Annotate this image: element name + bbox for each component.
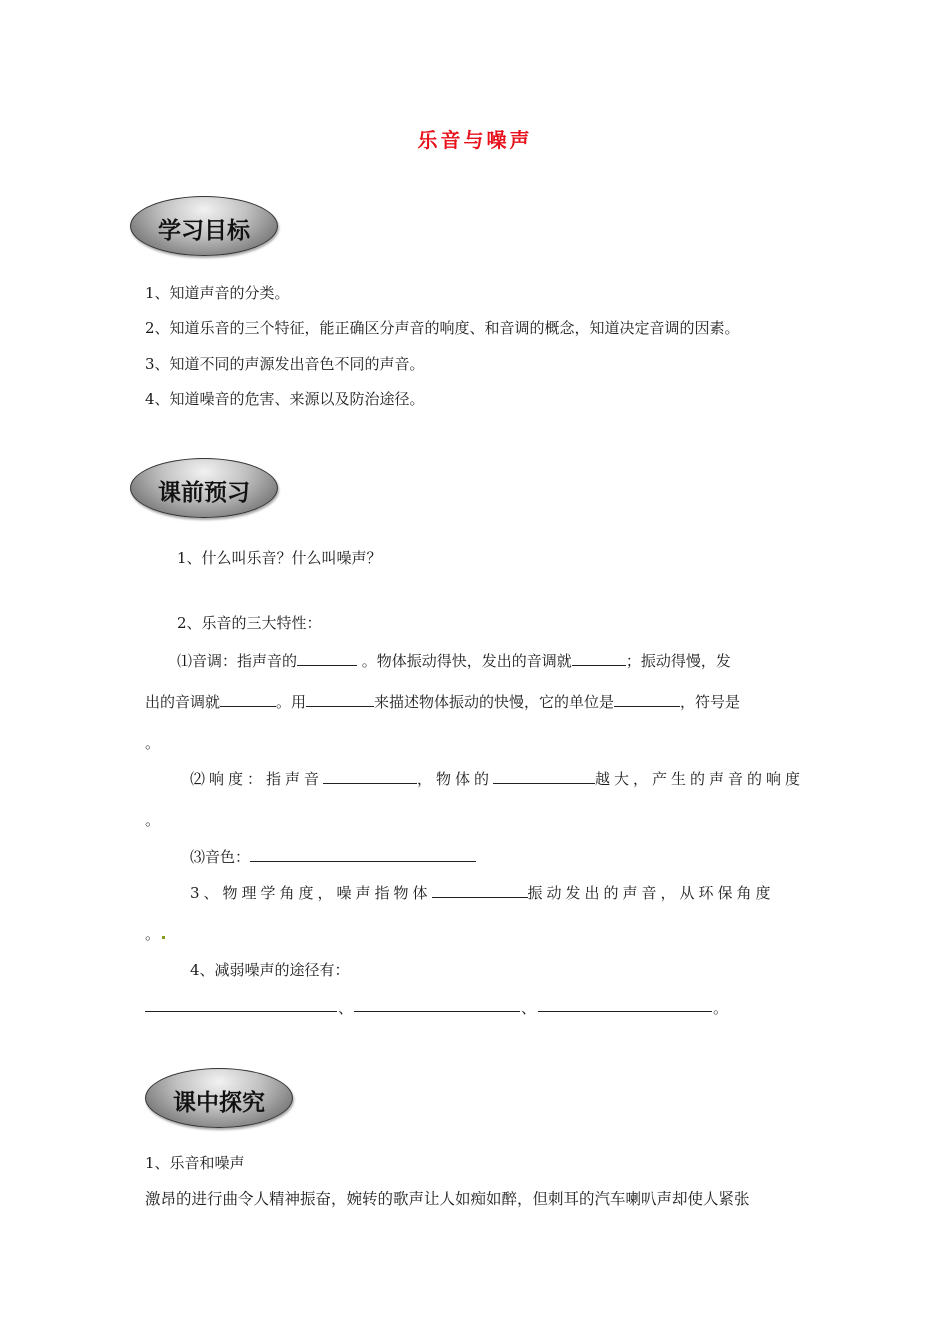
pitch-blank-unit[interactable] (614, 691, 680, 707)
pitch-text-3: ；振动得慢，发 (625, 652, 731, 670)
preview-question-1: 1、什么叫乐音？什么叫噪声？ (177, 549, 382, 567)
pitch-line-1 (177, 650, 731, 671)
explore-heading-1: 1、乐音和噪声 (145, 1154, 245, 1172)
pitch-blank-frequency[interactable] (306, 691, 374, 707)
noise-reduce-end: 。 (713, 999, 729, 1017)
goal-item-4: 4、知道噪音的危害、来源以及防治途径。 (145, 390, 425, 408)
pitch-blank-slow[interactable] (220, 691, 276, 707)
pitch-line-3: 。 (145, 734, 161, 752)
preview-question-2: 2、乐音的三大特性： (177, 614, 322, 632)
pitch-blank-fast[interactable] (572, 650, 626, 666)
section-badge-preview (130, 458, 278, 518)
timbre-line (190, 846, 476, 867)
section-badge-goals (130, 196, 278, 256)
noise-def-text-3: 。 (145, 925, 161, 943)
loudness-blank-amplitude[interactable] (493, 768, 595, 784)
pitch-text-4: 出的音调就 (145, 693, 221, 711)
section-badge-explore (145, 1068, 293, 1128)
loudness-blank-definition[interactable] (323, 768, 417, 784)
noise-def-line-1 (190, 882, 775, 903)
goal-item-1: 1、知道声音的分类。 (145, 284, 290, 302)
loudness-text-2: ，物体的 (417, 770, 494, 788)
explore-paragraph: 激昂的进行曲令人精神振奋，婉转的歌声让人如痴如醉，但刺耳的汽车喇叭声却使人紧张 (145, 1190, 750, 1208)
pitch-text-7: ，符号是 (680, 693, 741, 711)
timbre-blank[interactable] (250, 846, 476, 862)
pitch-text-2: 。物体振动得快，发出的音调就 (361, 652, 572, 670)
page-title: 乐音与噪声 (417, 128, 533, 152)
noise-def-line-2 (145, 924, 165, 944)
noise-reduce-question: 4、减弱噪声的途径有： (190, 961, 350, 979)
noise-reduce-sep-1: 、 (338, 999, 354, 1017)
pitch-line-2 (145, 691, 740, 712)
noise-reduce-sep-2: 、 (521, 999, 537, 1017)
goal-item-3: 3、知道不同的声源发出音色不同的声音。 (145, 355, 425, 373)
pitch-text-5: 。用 (276, 693, 307, 711)
section-label-goals: 学习目标 (158, 217, 250, 244)
section-label-explore: 课中探究 (173, 1089, 265, 1116)
pitch-text-6: 来描述物体振动的快慢，它的单位是 (374, 693, 615, 711)
loudness-text-1: ⑵响度：指声音 (190, 770, 324, 788)
noise-reduce-blank-3[interactable] (538, 1011, 712, 1012)
timbre-text: ⑶音色： (190, 848, 251, 866)
noise-reduce-blank-2[interactable] (354, 1011, 520, 1012)
goal-item-2: 2、知道乐音的三个特征，能正确区分声音的响度、和音调的概念，知道决定音调的因素。 (145, 319, 740, 337)
pitch-text-1: ⑴音调：指声音的 (177, 652, 298, 670)
loudness-text-3: 越大，产生的声音的响度 (595, 770, 805, 788)
marker-dot (162, 936, 165, 939)
loudness-line-2: 。 (145, 811, 161, 829)
noise-def-text-1: 3、物理学角度，噪声指物体 (190, 884, 432, 902)
noise-reduce-blank-1[interactable] (145, 1011, 337, 1012)
section-label-preview: 课前预习 (158, 479, 250, 506)
noise-def-blank[interactable] (432, 882, 528, 898)
noise-def-text-2: 振动发出的声音，从环保角度 (527, 884, 775, 902)
pitch-blank-definition[interactable] (297, 650, 357, 666)
loudness-line-1 (190, 768, 804, 789)
